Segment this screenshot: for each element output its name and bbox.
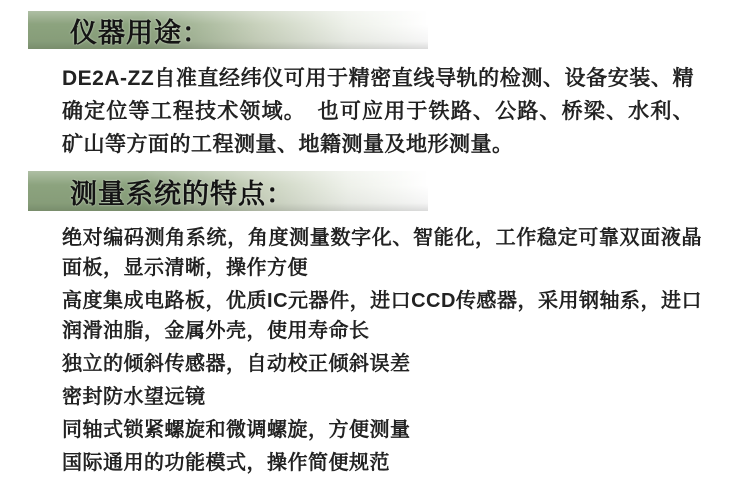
feature-item: 同轴式锁紧螺旋和微调螺旋，方便测量 (62, 419, 411, 441)
feature-item: 高度集成电路板，优质IC元器件，进口CCD传感器，采用钢轴系，进口润滑油脂，金属外壳，使用寿命长 (62, 290, 702, 342)
feature-item: 独立的倾斜传感器，自动校正倾斜误差 (62, 353, 411, 375)
feature-list (62, 223, 702, 478)
section-header-usage (28, 11, 428, 49)
usage-paragraph: DE2A-ZZ自准直经纬仪可用于精密直线导轨的检测、设备安装、精确定位等工程技术领域。 也可应用于铁路、公路、桥梁、水利、矿山等方面的工程测量、地籍测量及地形测量。 (62, 67, 694, 156)
section-title-usage: 仪器用途： (70, 17, 210, 48)
section-title-features: 测量系统的特点： (70, 178, 294, 209)
section-header-features (28, 171, 428, 211)
feature-item: 绝对编码测角系统，角度测量数字化、智能化，工作稳定可靠双面液晶面板，显示清晰，操作方便 (62, 227, 702, 279)
product-description-page (0, 11, 750, 492)
feature-item: 密封防水望远镜 (62, 386, 206, 408)
feature-item: 国际通用的功能模式，操作简便规范 (62, 452, 390, 474)
